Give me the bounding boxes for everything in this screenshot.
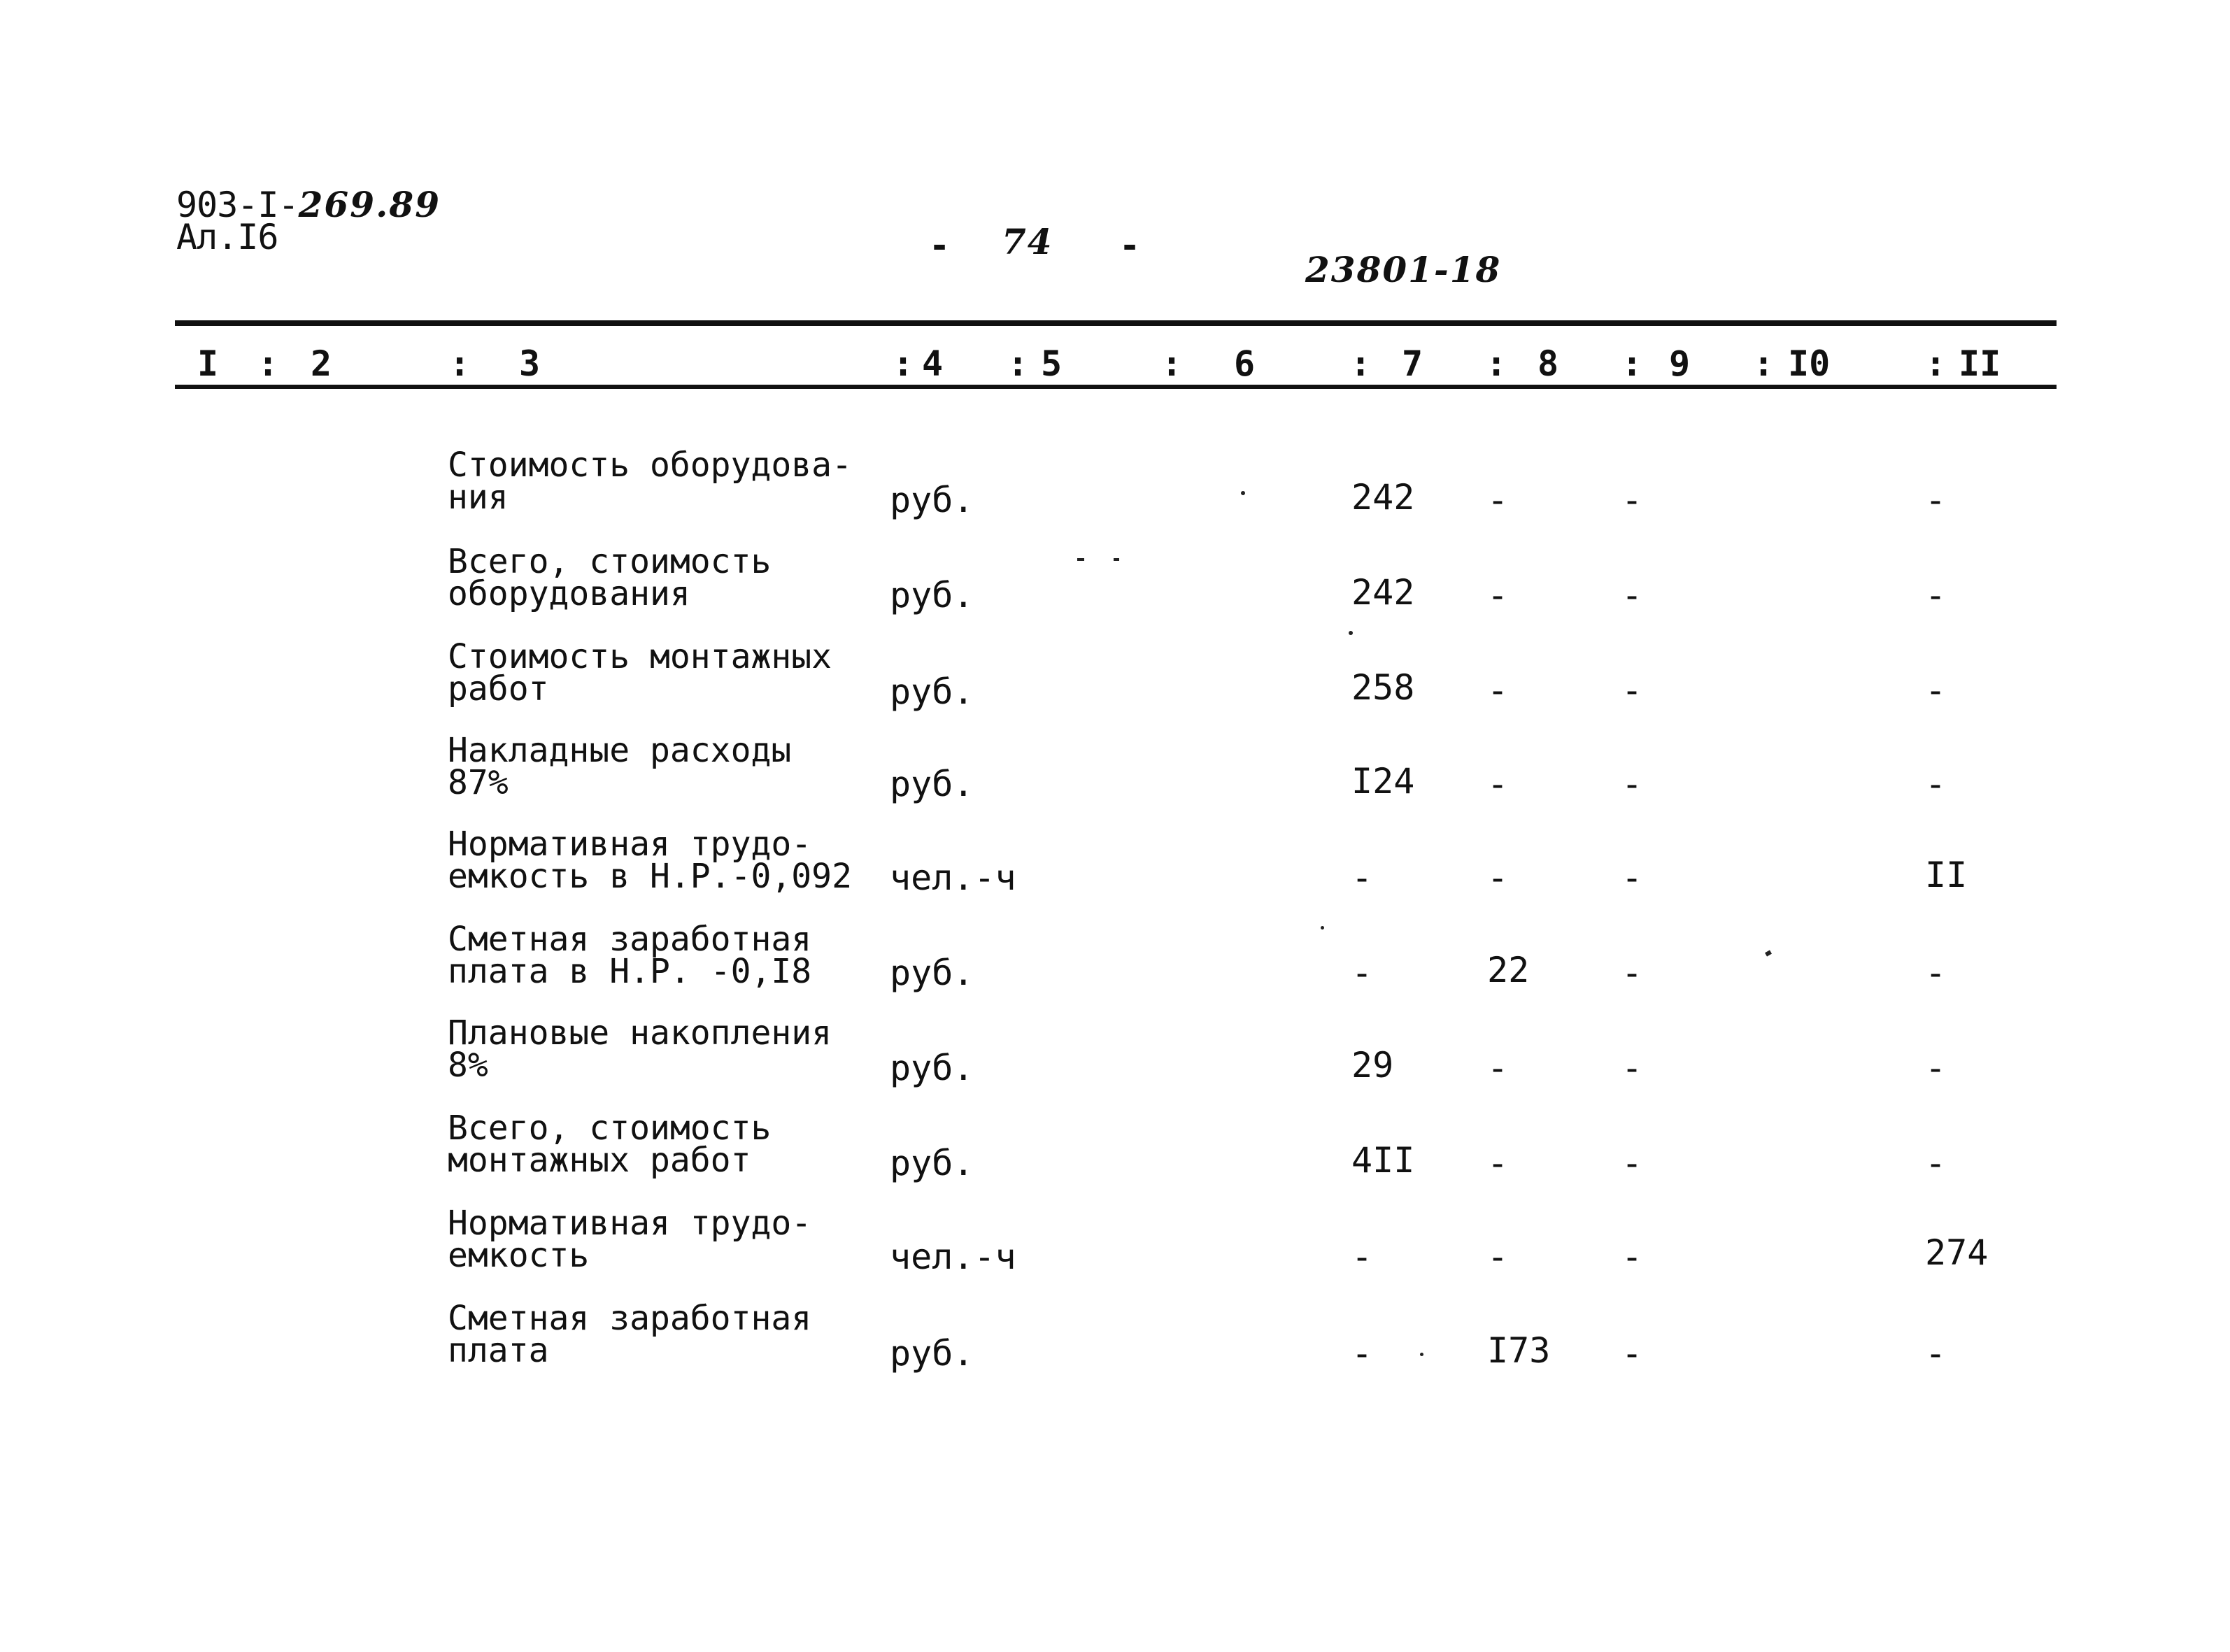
row-description-line: плата в Н.Р. -0,I8: [448, 952, 812, 991]
row-description-line: емкость в Н.Р.-0,092: [448, 857, 852, 896]
row-description-line: ния: [448, 478, 509, 517]
row-unit: руб.: [890, 1048, 974, 1088]
cell-col7: 4II: [1351, 1140, 1415, 1181]
cell-col8: I73: [1487, 1330, 1551, 1371]
row-description-line: Плановые накопления: [448, 1013, 832, 1053]
cell-col7: 242: [1351, 572, 1415, 613]
column-number: I: [197, 343, 219, 384]
cell-col11: -: [1925, 953, 1947, 993]
row-unit: руб.: [890, 764, 974, 804]
cell-col7: -: [1351, 953, 1373, 993]
cell-col11: -: [1925, 1048, 1947, 1088]
row-unit: руб.: [890, 953, 974, 993]
column-separator: :: [1621, 343, 1643, 384]
row-description: [448, 446, 852, 517]
cell-col9: -: [1621, 1237, 1643, 1277]
cell-col9: -: [1621, 670, 1643, 711]
scan-speck: [1420, 1353, 1423, 1356]
cell-col11: -: [1925, 480, 1947, 520]
scan-speck: [1349, 631, 1353, 635]
page-dash-right: -: [1119, 225, 1140, 266]
cell-col11: 274: [1925, 1232, 1989, 1273]
row-description: [448, 1013, 832, 1085]
row-description-line: Стоимость оборудова-: [448, 446, 852, 485]
cell-col8: -: [1487, 1143, 1509, 1183]
cell-col11: -: [1925, 1143, 1947, 1183]
cell-col7: -: [1351, 1333, 1373, 1374]
scan-speck: [1241, 491, 1245, 495]
column-number: I0: [1788, 343, 1831, 384]
row-description-line: емкость: [448, 1236, 590, 1275]
row-description-line: Всего, стоимость: [448, 1109, 772, 1148]
cell-col7: 242: [1351, 477, 1415, 518]
scan-speck: [1765, 950, 1772, 956]
scan-speck: [1077, 558, 1084, 561]
cell-col11: -: [1925, 670, 1947, 711]
page-number: 74: [1002, 221, 1053, 262]
row-description-line: плата: [448, 1331, 549, 1370]
cell-col9: -: [1621, 857, 1643, 898]
row-description-line: Нормативная трудо-: [448, 1204, 812, 1243]
column-separator: :: [893, 343, 914, 384]
column-number: 7: [1402, 343, 1423, 384]
row-description-line: Всего, стоимость: [448, 542, 772, 581]
column-number: 4: [922, 343, 944, 384]
document-code-typed: 903-I-: [176, 185, 299, 225]
cell-col9: -: [1621, 1143, 1643, 1183]
column-separator: :: [1925, 343, 1947, 384]
cell-col8: -: [1487, 764, 1509, 804]
cell-col9: -: [1621, 1333, 1643, 1374]
row-unit: руб.: [890, 671, 974, 712]
column-separator: :: [1350, 343, 1372, 384]
cell-col7: 258: [1351, 667, 1415, 708]
cell-col7: I24: [1351, 761, 1415, 802]
cell-col8: -: [1487, 670, 1509, 711]
header-bottom-rule: [175, 385, 2057, 389]
column-separator: :: [1486, 343, 1507, 384]
cell-col8: -: [1487, 575, 1509, 615]
row-unit: руб.: [890, 1333, 974, 1374]
cell-col7: 29: [1351, 1045, 1394, 1085]
column-number: 9: [1669, 343, 1691, 384]
row-unit: чел.-ч: [890, 857, 1016, 898]
header-top-rule: [175, 320, 2057, 326]
row-description-line: 8%: [448, 1046, 488, 1085]
document-code-handwritten: 269.89: [298, 184, 441, 225]
column-number: 6: [1234, 343, 1256, 384]
cell-col8: -: [1487, 857, 1509, 898]
row-description: [448, 1204, 812, 1275]
column-number: 3: [519, 343, 541, 384]
column-separator: :: [1161, 343, 1183, 384]
row-description: [448, 1109, 772, 1180]
cell-col8: 22: [1487, 950, 1530, 990]
reference-number: 23801-18: [1305, 249, 1502, 290]
row-description-line: работ: [448, 669, 549, 708]
cell-col11: -: [1925, 1333, 1947, 1374]
column-separator: :: [449, 343, 471, 384]
column-number: 5: [1041, 343, 1063, 384]
cell-col7: -: [1351, 1237, 1373, 1277]
row-description-line: Накладные расходы: [448, 731, 792, 770]
row-unit: руб.: [890, 1143, 974, 1183]
row-unit: руб.: [890, 480, 974, 520]
cell-col7: -: [1351, 857, 1373, 898]
column-separator: :: [257, 343, 279, 384]
cell-col9: -: [1621, 953, 1643, 993]
column-number: II: [1959, 343, 2001, 384]
row-description: [448, 1299, 812, 1370]
row-description-line: 87%: [448, 763, 509, 802]
row-description-line: монтажных работ: [448, 1141, 751, 1180]
row-description: [448, 825, 852, 896]
row-unit: руб.: [890, 575, 974, 615]
row-description: [448, 542, 772, 613]
cell-col9: -: [1621, 575, 1643, 615]
cell-col11: II: [1925, 855, 1968, 895]
scan-speck: [1114, 558, 1119, 561]
scan-speck: [1321, 926, 1324, 930]
row-description: [448, 920, 812, 991]
album-label: Ал.I6: [176, 217, 278, 257]
cell-col11: -: [1925, 764, 1947, 804]
cell-col11: -: [1925, 575, 1947, 615]
row-description-line: Нормативная трудо-: [448, 825, 812, 864]
row-description-line: Стоимость монтажных: [448, 637, 832, 676]
cell-col9: -: [1621, 480, 1643, 520]
column-separator: :: [1007, 343, 1029, 384]
row-description: [448, 637, 832, 708]
row-description-line: Сметная заработная: [448, 920, 812, 959]
row-description-line: Сметная заработная: [448, 1299, 812, 1338]
cell-col8: -: [1487, 1237, 1509, 1277]
cell-col8: -: [1487, 480, 1509, 520]
column-separator: :: [1753, 343, 1775, 384]
column-number: 2: [311, 343, 332, 384]
page-dash-left: -: [929, 225, 950, 266]
cell-col9: -: [1621, 764, 1643, 804]
row-description: [448, 731, 792, 802]
row-description-line: оборудования: [448, 574, 690, 613]
column-number: 8: [1537, 343, 1559, 384]
row-unit: чел.-ч: [890, 1237, 1016, 1277]
cell-col9: -: [1621, 1048, 1643, 1088]
cell-col8: -: [1487, 1048, 1509, 1088]
